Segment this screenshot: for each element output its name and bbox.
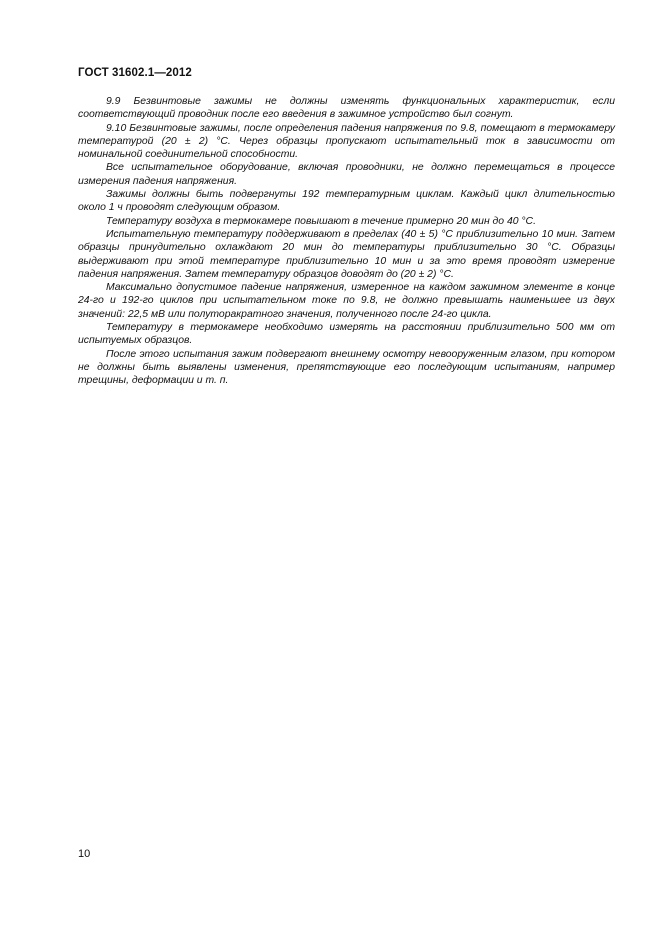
paragraph-9-10: 9.10 Безвинтовые зажимы, после определения падения напряжения по 9.8, помещают в термокамеру температурой (20 ± 2) °С. Через образцы пропускают испытательный ток в зависимости от номинальной соединительной способности. xyxy=(78,122,615,161)
section-body xyxy=(78,95,615,388)
paragraph-heating: Температуру воздуха в термокамере повышают в течение примерно 20 мин до 40 °С. xyxy=(106,215,536,227)
paragraph-holding: Испытательную температуру поддерживают в пределах (40 ± 5) °С приблизительно 10 мин. Затем образцы принудительно охлаждают 20 мин до температуры приблизительно 30 °С. Образцы выдерживают при этой температуре приблизительно 10 мин и за это время проводят измерение падения напряжения. Затем температуру образцов доводят до (20 ± 2) °С. xyxy=(78,228,615,280)
paragraph-voltage-drop: Максимально допустимое падение напряжения, измеренное на каждом зажимном элементе в конце 24-го и 192-го циклов при испытательном токе по 9.8, не должно превышать наименьшее из двух значений: 22,5 мВ или полуторакратного значения, полученного после 24-го цикла. xyxy=(78,282,615,320)
standard-code-header: ГОСТ 31602.1—2012 xyxy=(78,67,192,79)
paragraph-inspection: После этого испытания зажим подвергают внешнему осмотру невооруженным глазом, при котором не должны быть выявлены изменения, препятствующие его последующим испытаниям, например трещины, деформации и т. п. xyxy=(78,348,615,387)
page-number: 10 xyxy=(78,848,91,860)
paragraph-9-9: 9.9 Безвинтовые зажимы не должны изменять функциональных характеристик, если соответствующий проводник после его введения в зажимное устройство был согнут. xyxy=(78,96,615,121)
paragraph-cycles: Зажимы должны быть подвергнуты 192 температурным циклам. Каждый цикл длительностью около 1 ч проводят следующим образом. xyxy=(78,189,615,214)
paragraph-equipment: Все испытательное оборудование, включая проводники, не должно перемещаться в процессе измерения падения напряжения. xyxy=(78,162,615,187)
paragraph-measurement-distance: Температуру в термокамере необходимо измерять на расстоянии приблизительно 500 мм от испытуемых образцов. xyxy=(78,322,615,347)
